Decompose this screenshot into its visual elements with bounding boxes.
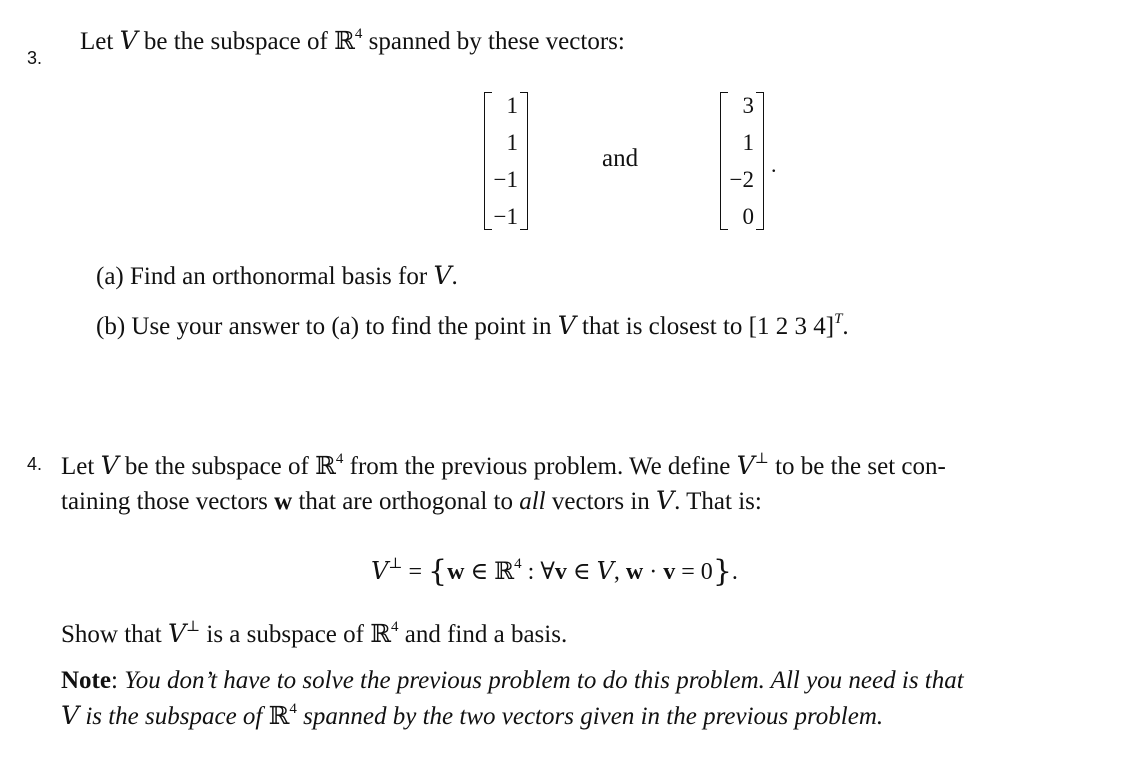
problem-3-intro: Let V be the subspace of ℝ$^4$ spanned by these vectors: [80, 26, 625, 55]
note-line-2: V is the subspace of ℝ$^4$ spanned by the two vectors given in the previous problem. [61, 701, 884, 730]
vector-1-entry: −1 [493, 204, 518, 229]
note-label: Note [61, 667, 111, 694]
show-statement: Show that V⊥ is a subspace of ℝ$^4$ and find a basis. [61, 619, 568, 648]
problem-4-line-1: Let V be the subspace of ℝ$^4$ from the previous problem. We define V⊥ to be the set con- [61, 451, 946, 480]
part-a: (a) Find an orthonormal basis for V. [96, 261, 458, 290]
part-b: (b) Use your answer to (a) to find the point in V that is closest to [1 2 3 4]$^T$. [96, 311, 849, 340]
vector-1 [484, 92, 528, 230]
problem-4-line-2: taining those vectors w that are orthogonal to all vectors in V. That is: [61, 486, 762, 515]
problem-4-number: 4. [27, 454, 43, 474]
problem-3-number: 3. [27, 48, 43, 68]
vector-2-entry: 1 [742, 130, 754, 155]
vector-2-entry: −2 [729, 167, 754, 192]
vector-1-entry: 1 [506, 130, 518, 155]
vector-1-entry: −1 [493, 167, 518, 192]
perp-definition-equation: V⊥ = {w ∈ ℝ$^4$ : ∀v ∈ V, w · v = 0}. [371, 554, 738, 589]
and-label: and [602, 145, 639, 172]
note-line-1: Note: You don’t have to solve the previous problem to do this problem. All you need is that [61, 667, 964, 694]
vector-2-entry: 3 [742, 93, 754, 118]
vector-1-entry: 1 [506, 93, 518, 118]
vector-2 [720, 92, 764, 230]
vector-2-entry: 0 [742, 204, 754, 229]
vector-period: . [771, 152, 777, 177]
